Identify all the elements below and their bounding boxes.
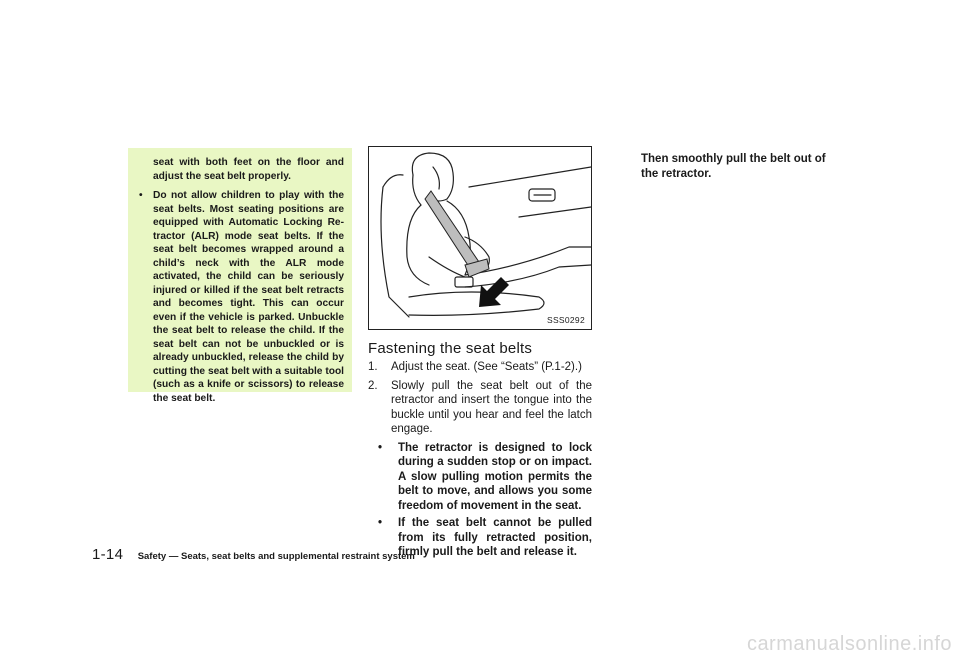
watermark: carmanualsonline.info: [746, 633, 952, 655]
instructions-column: [368, 360, 592, 560]
warning-bullet: [136, 189, 344, 405]
warning-continuation: seat with both feet on the floor and adjust the seat belt properly.: [153, 157, 344, 182]
bullet-mark: •: [378, 517, 383, 529]
section-title: Fastening the seat belts: [368, 340, 533, 357]
warning-bullet-text: Do not allow children to play with the seat belts. Most seating positions are equipped with Automatic Locking Re-tractor (ALR) mode seat belts. If the seat belt becomes wrapped around a child’s neck with the ALR mode activated, the child can be seriously injured or killed if the seat belt retracts and becomes tight. This can occur even if the vehicle is parked. Unbuckle the seat belt to release the child. If the seat belt can not be unbuckled or is already unbuckled, release the child by cutting the seat belt with a suitable tool (such as a knife or scissors) to release the seat belt.: [153, 190, 344, 404]
warning-box: [128, 148, 352, 404]
step-number: 2.: [368, 379, 378, 392]
note-text: If the seat belt cannot be pulled from its fully retracted position, firmly pull the belt and release it.: [398, 517, 592, 558]
footer-title: Safety — Seats, seat belts and supplemental restraint system: [137, 551, 415, 562]
bullet-mark: •: [139, 190, 143, 201]
page-number: 1-14: [92, 546, 124, 563]
note-text: The retractor is designed to lock during a sudden stop or on impact. A slow pulling motion permits the belt to move, and allows you some freedom of movement in the seat.: [398, 441, 592, 512]
figure-code: SSS0292: [546, 315, 585, 325]
continued-text: Then smoothly pull the belt out of the retractor.: [641, 153, 826, 180]
step-text: Adjust the seat. (See “Seats” (P.1-2).): [391, 361, 582, 373]
seat-belt-illustration: [368, 146, 592, 330]
illustration-drawing: [369, 147, 591, 329]
step-2: [368, 379, 592, 437]
bullet-mark: •: [378, 441, 383, 454]
page-footer: [92, 546, 415, 564]
step-1: [368, 360, 592, 375]
note-1: [368, 441, 592, 514]
step-text: Slowly pull the seat belt out of the retractor and insert the tongue into the buckle until you hear and feel the latch engage.: [391, 379, 592, 435]
step-number: 1.: [368, 361, 378, 373]
